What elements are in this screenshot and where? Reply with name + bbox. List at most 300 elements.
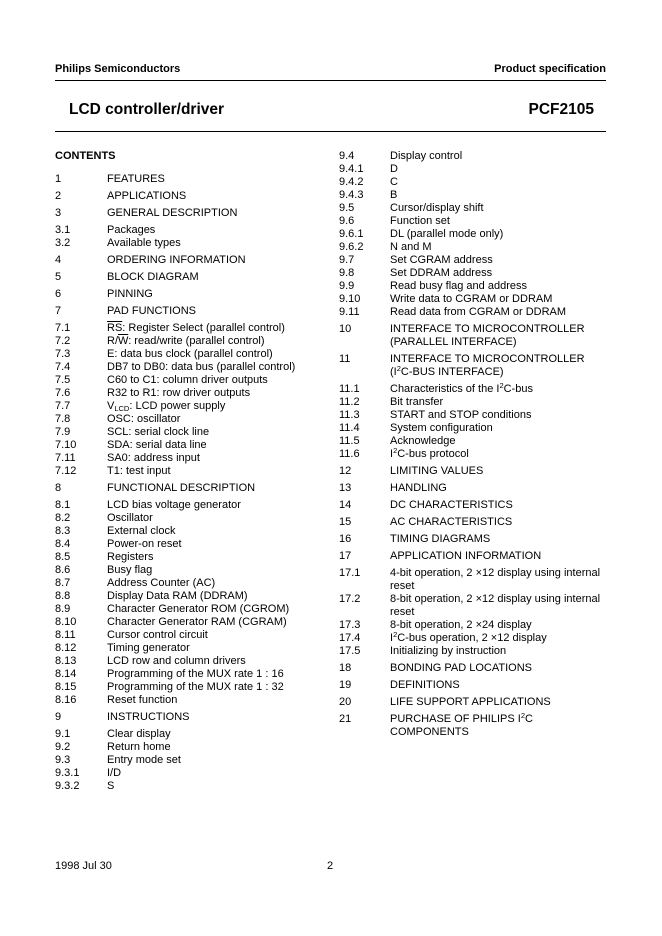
toc-entry-title bbox=[390, 550, 606, 563]
toc-text-part: START and STOP conditions bbox=[390, 409, 532, 421]
toc-text-part: APPLICATION INFORMATION bbox=[390, 550, 542, 562]
toc-entry-number: 8.10 bbox=[55, 616, 77, 628]
toc-entry bbox=[339, 409, 606, 422]
toc-entry-number: 8.9 bbox=[55, 603, 71, 615]
toc-entry-number: 8.7 bbox=[55, 577, 71, 589]
toc-entry bbox=[55, 551, 320, 564]
toc-text-part: AC CHARACTERISTICS bbox=[390, 516, 513, 528]
toc-text-part: C-BUS INTERFACE) bbox=[400, 366, 504, 378]
toc-text-overline: $\overline{W}$ bbox=[118, 335, 129, 347]
toc-entry-number: 11.6 bbox=[339, 448, 360, 460]
toc-entry bbox=[55, 348, 320, 361]
toc-entry-title bbox=[107, 288, 320, 301]
toc-entry-title bbox=[390, 150, 606, 163]
toc-entry-title bbox=[107, 374, 320, 387]
toc-entry-title bbox=[390, 567, 606, 593]
toc-text-part: S bbox=[107, 780, 115, 792]
toc-entry-title bbox=[390, 189, 606, 202]
toc-entry bbox=[339, 662, 606, 675]
toc-entry-title bbox=[390, 280, 606, 293]
toc-entry bbox=[339, 632, 606, 645]
toc-entry-title bbox=[107, 512, 320, 525]
toc-entry-number: 2 bbox=[55, 190, 62, 202]
toc-entry-number: 8.12 bbox=[55, 642, 77, 654]
toc-text-part: Oscillator bbox=[107, 512, 153, 524]
toc-text-part: R/ bbox=[107, 335, 118, 347]
toc-entry-number: 9.6.2 bbox=[339, 241, 364, 253]
toc-entry bbox=[55, 538, 320, 551]
toc-text-part: External clock bbox=[107, 525, 176, 537]
toc-text-part: ORDERING INFORMATION bbox=[107, 254, 246, 266]
toc-text-part: C-bus protocol bbox=[397, 448, 469, 460]
toc-text-overline: $\overline{RS}$ bbox=[107, 322, 123, 334]
toc-entry-number: 8.14 bbox=[55, 668, 77, 680]
toc-text-part: LCD row and column drivers bbox=[107, 655, 246, 667]
toc-text-part: INSTRUCTIONS bbox=[107, 711, 190, 723]
toc-text-part: Set DDRAM address bbox=[390, 267, 493, 279]
toc-entry-number: 6 bbox=[55, 288, 62, 300]
toc-entry-title bbox=[107, 616, 320, 629]
toc-entry bbox=[55, 207, 320, 220]
toc-text-part: FEATURES bbox=[107, 173, 165, 185]
toc-entry-title bbox=[390, 396, 606, 409]
toc-text-part: R32 to R1: row driver outputs bbox=[107, 387, 251, 399]
toc-text-part: Registers bbox=[107, 551, 154, 563]
toc-entry bbox=[55, 767, 320, 780]
toc-entry-title bbox=[390, 533, 606, 546]
toc-text-part: SCL: serial clock line bbox=[107, 426, 210, 438]
toc-text-part: (PARALLEL INTERFACE) bbox=[390, 336, 517, 348]
toc-entry bbox=[339, 254, 606, 267]
toc-entry-title bbox=[390, 645, 606, 658]
toc-entry bbox=[339, 176, 606, 189]
toc-text-part: Return home bbox=[107, 741, 171, 753]
toc-text-part: Available types bbox=[107, 237, 181, 249]
toc-entry bbox=[55, 288, 320, 301]
toc-entry-number: 12 bbox=[339, 465, 352, 477]
toc-entry-title bbox=[107, 361, 320, 374]
toc-entry bbox=[55, 741, 320, 754]
toc-entry-number: 11.3 bbox=[339, 409, 360, 421]
toc-text-part: Write data to CGRAM or DDRAM bbox=[390, 293, 553, 305]
toc-text-superscript: 2 bbox=[499, 381, 504, 390]
toc-entry-number: 8.1 bbox=[55, 499, 71, 511]
toc-entry bbox=[339, 696, 606, 709]
toc-entry-title bbox=[107, 711, 320, 724]
toc-entry-number: 4 bbox=[55, 254, 62, 266]
toc-entry-number: 8.6 bbox=[55, 564, 71, 576]
toc-text-part: LCD bias voltage generator bbox=[107, 499, 241, 511]
toc-entry-number: 8 bbox=[55, 482, 62, 494]
toc-entry-number: 3.1 bbox=[55, 224, 71, 236]
toc-entry-number: 7.6 bbox=[55, 387, 71, 399]
toc-entry-number: 15 bbox=[339, 516, 352, 528]
toc-entry-number: 17.4 bbox=[339, 632, 361, 644]
toc-text-part: (I bbox=[390, 366, 397, 378]
toc-entry-number: 5 bbox=[55, 271, 62, 283]
toc-text-part: Read data from CGRAM or DDRAM bbox=[390, 306, 567, 318]
company-name: Philips Semiconductors bbox=[55, 63, 181, 75]
toc-entry-number: 3.2 bbox=[55, 237, 71, 249]
toc-entry-title bbox=[107, 728, 320, 741]
toc-text-part: PINNING bbox=[107, 288, 153, 300]
toc-entry-title bbox=[390, 306, 606, 319]
part-number: PCF2105 bbox=[528, 101, 594, 118]
toc-text-part: Read busy flag and address bbox=[390, 280, 527, 292]
toc-entry bbox=[55, 387, 320, 400]
toc-entry-title bbox=[390, 254, 606, 267]
toc-entry-title bbox=[107, 741, 320, 754]
toc-entry-number: 17.5 bbox=[339, 645, 361, 657]
toc-entry-title bbox=[390, 713, 606, 739]
toc-entry bbox=[55, 173, 320, 186]
toc-entry bbox=[55, 400, 320, 413]
toc-text-part: APPLICATIONS bbox=[107, 190, 187, 202]
toc-entry-title bbox=[107, 590, 320, 603]
toc-entry-title bbox=[390, 435, 606, 448]
toc-entry-title bbox=[107, 207, 320, 220]
toc-entry bbox=[55, 577, 320, 590]
toc-entry-title bbox=[107, 629, 320, 642]
toc-text-part: Bit transfer bbox=[390, 396, 444, 408]
toc-entry-title bbox=[107, 655, 320, 668]
toc-text-part: I/D bbox=[107, 767, 122, 779]
toc-text-part: Initializing by instruction bbox=[390, 645, 507, 657]
toc-entry-number: 9.1 bbox=[55, 728, 71, 740]
toc-text-part: Display Data RAM (DDRAM) bbox=[107, 590, 248, 602]
toc-text-part: Set CGRAM address bbox=[390, 254, 493, 266]
toc-entry-title bbox=[390, 228, 606, 241]
toc-entry-title bbox=[390, 465, 606, 478]
toc-entry-title bbox=[107, 482, 320, 495]
toc-text-part: 4-bit operation, 2 ×12 display using internal bbox=[390, 567, 601, 579]
toc-text-part: I bbox=[390, 448, 394, 460]
toc-entry-title bbox=[390, 176, 606, 189]
toc-entry-number: 9.8 bbox=[339, 267, 355, 279]
toc-entry-title bbox=[390, 662, 606, 675]
toc-text-part: N and M bbox=[390, 241, 432, 253]
toc-text-part: INTERFACE TO MICROCONTROLLER bbox=[390, 323, 585, 335]
toc-entry-title bbox=[390, 422, 606, 435]
toc-entry-number: 11.4 bbox=[339, 422, 360, 434]
toc-text-part: C-bus operation, 2 ×12 display bbox=[397, 632, 547, 644]
toc-entry bbox=[55, 590, 320, 603]
toc-text-part: Reset function bbox=[107, 694, 178, 706]
toc-entry bbox=[339, 150, 606, 163]
toc-entry-title bbox=[390, 293, 606, 306]
toc-entry bbox=[55, 322, 320, 335]
toc-text-part: reset bbox=[390, 580, 415, 592]
toc-entry-title bbox=[390, 241, 606, 254]
toc-entry-title bbox=[107, 254, 320, 267]
toc-entry-title bbox=[390, 632, 606, 645]
toc-entry-number: 13 bbox=[339, 482, 352, 494]
toc-text-part: PAD FUNCTIONS bbox=[107, 305, 197, 317]
toc-entry bbox=[339, 567, 606, 593]
toc-right-column bbox=[339, 150, 606, 739]
toc-entry bbox=[55, 426, 320, 439]
toc-entry bbox=[339, 679, 606, 692]
toc-text-superscript: 2 bbox=[393, 630, 398, 639]
toc-text-part: C60 to C1: column driver outputs bbox=[107, 374, 268, 386]
toc-entry-title bbox=[107, 426, 320, 439]
toc-entry bbox=[339, 482, 606, 495]
toc-entry-title bbox=[390, 482, 606, 495]
toc-entry bbox=[55, 413, 320, 426]
toc-entry bbox=[339, 280, 606, 293]
toc-entry bbox=[339, 323, 606, 349]
toc-entry bbox=[339, 383, 606, 396]
toc-entry-number: 9.3.2 bbox=[55, 780, 80, 792]
toc-entry-title bbox=[107, 499, 320, 512]
toc-text-part: Power-on reset bbox=[107, 538, 182, 550]
toc-entry bbox=[339, 619, 606, 632]
toc-entry-title bbox=[107, 224, 320, 237]
toc-text-part: B bbox=[390, 189, 398, 201]
toc-text-part: System configuration bbox=[390, 422, 493, 434]
toc-text-part: I bbox=[390, 632, 394, 644]
toc-entry-number: 8.16 bbox=[55, 694, 77, 706]
toc-entry bbox=[339, 533, 606, 546]
toc-text-part: DC CHARACTERISTICS bbox=[390, 499, 513, 511]
toc-entry bbox=[339, 550, 606, 563]
toc-entry-title bbox=[390, 202, 606, 215]
toc-text-part: Cursor control circuit bbox=[107, 629, 208, 641]
toc-entry bbox=[339, 189, 606, 202]
toc-entry-title bbox=[107, 348, 320, 361]
toc-entry-title bbox=[390, 267, 606, 280]
toc-entry-title bbox=[107, 237, 320, 250]
toc-entry-title bbox=[107, 538, 320, 551]
contents-heading: CONTENTS bbox=[55, 150, 116, 162]
toc-entry-number: 9 bbox=[55, 711, 62, 723]
toc-text-part: V bbox=[107, 400, 115, 412]
toc-entry-title bbox=[390, 448, 606, 461]
toc-entry-title bbox=[390, 516, 606, 529]
footer-date: 1998 Jul 30 bbox=[55, 860, 112, 872]
toc-entry-number: 7.9 bbox=[55, 426, 71, 438]
toc-entry bbox=[55, 237, 320, 250]
toc-entry-title bbox=[107, 322, 320, 335]
toc-entry bbox=[55, 668, 320, 681]
toc-text-part: LIFE SUPPORT APPLICATIONS bbox=[390, 696, 551, 708]
toc-text-part: DEFINITIONS bbox=[390, 679, 460, 691]
toc-entry bbox=[55, 499, 320, 512]
toc-entry-number: 9.3.1 bbox=[55, 767, 80, 779]
toc-entry bbox=[339, 645, 606, 658]
toc-entry-number: 9.5 bbox=[339, 202, 355, 214]
toc-entry-number: 11.2 bbox=[339, 396, 360, 408]
toc-text-part: OSC: oscillator bbox=[107, 413, 181, 425]
toc-entry-number: 9.9 bbox=[339, 280, 355, 292]
toc-entry-number: 11.1 bbox=[339, 383, 360, 395]
toc-text-part: 8-bit operation, 2 ×24 display bbox=[390, 619, 532, 631]
toc-entry bbox=[55, 603, 320, 616]
toc-entry bbox=[55, 439, 320, 452]
toc-entry-number: 20 bbox=[339, 696, 352, 708]
toc-entry-number: 21 bbox=[339, 713, 352, 725]
toc-entry-title bbox=[107, 577, 320, 590]
toc-text-part: E: data bus clock (parallel control) bbox=[107, 348, 273, 360]
toc-entry bbox=[55, 681, 320, 694]
toc-text-part: BONDING PAD LOCATIONS bbox=[390, 662, 533, 674]
toc-entry-title bbox=[107, 767, 320, 780]
toc-entry bbox=[55, 190, 320, 203]
toc-entry bbox=[55, 482, 320, 495]
toc-entry bbox=[55, 642, 320, 655]
toc-entry-number: 7.11 bbox=[55, 452, 76, 464]
toc-entry-title bbox=[107, 694, 320, 707]
toc-entry-number: 17.2 bbox=[339, 593, 361, 605]
toc-entry-title bbox=[107, 452, 320, 465]
toc-entry-title bbox=[107, 754, 320, 767]
toc-entry-title bbox=[390, 215, 606, 228]
toc-text-superscript: 2 bbox=[520, 711, 525, 720]
toc-text-part: Programming of the MUX rate 1 : 16 bbox=[107, 668, 284, 680]
toc-entry-title bbox=[107, 603, 320, 616]
toc-text-part: FUNCTIONAL DESCRIPTION bbox=[107, 482, 256, 494]
toc-entry-title bbox=[107, 681, 320, 694]
toc-text-part: C-bus bbox=[503, 383, 533, 395]
toc-entry bbox=[55, 335, 320, 348]
toc-entry-title bbox=[390, 409, 606, 422]
toc-entry bbox=[55, 224, 320, 237]
toc-entry-number: 7.3 bbox=[55, 348, 71, 360]
header-rule-bottom bbox=[55, 131, 606, 132]
toc-entry-number: 7.12 bbox=[55, 465, 77, 477]
toc-entry-number: 11.5 bbox=[339, 435, 360, 447]
toc-entry bbox=[55, 361, 320, 374]
toc-entry bbox=[55, 525, 320, 538]
toc-entry-title bbox=[390, 679, 606, 692]
toc-entry-number: 7.2 bbox=[55, 335, 71, 347]
toc-entry bbox=[339, 396, 606, 409]
toc-entry-title bbox=[390, 383, 606, 396]
header-rule-top bbox=[55, 80, 606, 81]
toc-text-part: C bbox=[390, 176, 398, 188]
toc-entry-title bbox=[107, 465, 320, 478]
toc-entry-number: 8.15 bbox=[55, 681, 77, 693]
toc-text-part: reset bbox=[390, 606, 415, 618]
toc-text-part: C COMPONENTS bbox=[390, 713, 533, 738]
toc-entry-title bbox=[390, 499, 606, 512]
toc-text-part: Character Generator ROM (CGROM) bbox=[107, 603, 290, 615]
toc-entry-number: 9.3 bbox=[55, 754, 71, 766]
toc-text-part: T1: test input bbox=[107, 465, 171, 477]
toc-text-part: INTERFACE TO MICROCONTROLLER bbox=[390, 353, 585, 365]
toc-entry-title bbox=[107, 439, 320, 452]
toc-entry bbox=[55, 616, 320, 629]
toc-entry-number: 16 bbox=[339, 533, 352, 545]
toc-entry bbox=[55, 655, 320, 668]
toc-text-part: HANDLING bbox=[390, 482, 447, 494]
toc-entry-title bbox=[390, 163, 606, 176]
toc-entry bbox=[55, 305, 320, 318]
toc-entry-title bbox=[107, 173, 320, 186]
toc-entry-title bbox=[390, 323, 606, 349]
toc-entry-number: 8.4 bbox=[55, 538, 71, 550]
toc-entry-title bbox=[107, 400, 320, 413]
toc-entry-number: 19 bbox=[339, 679, 352, 691]
toc-entry-number: 8.3 bbox=[55, 525, 71, 537]
toc-entry-number: 8.2 bbox=[55, 512, 71, 524]
toc-entry bbox=[339, 422, 606, 435]
toc-entry bbox=[55, 694, 320, 707]
toc-text-part: : read/write (parallel control) bbox=[128, 335, 265, 347]
toc-entry-number: 7.5 bbox=[55, 374, 71, 386]
toc-text-part: DB7 to DB0: data bus (parallel control) bbox=[107, 361, 296, 373]
toc-entry-title bbox=[107, 642, 320, 655]
toc-text-subscript: LCD bbox=[114, 404, 130, 413]
toc-entry-title bbox=[390, 353, 606, 379]
toc-entry-title bbox=[107, 413, 320, 426]
toc-entry-number: 9.2 bbox=[55, 741, 71, 753]
toc-entry bbox=[339, 215, 606, 228]
toc-entry-number: 10 bbox=[339, 323, 352, 335]
toc-text-part: DL (parallel mode only) bbox=[390, 228, 504, 240]
toc-entry bbox=[55, 271, 320, 284]
toc-text-part: Cursor/display shift bbox=[390, 202, 484, 214]
toc-text-part: Characteristics of the I bbox=[390, 383, 500, 395]
toc-entry-title bbox=[107, 551, 320, 564]
toc-entry bbox=[339, 593, 606, 619]
toc-text-part: PURCHASE OF PHILIPS I bbox=[390, 713, 521, 725]
toc-entry bbox=[55, 780, 320, 793]
toc-text-part: Timing generator bbox=[107, 642, 190, 654]
toc-text-part: TIMING DIAGRAMS bbox=[390, 533, 491, 545]
toc-entry bbox=[339, 353, 606, 379]
toc-entry-title bbox=[107, 271, 320, 284]
toc-entry bbox=[55, 254, 320, 267]
toc-entry-title bbox=[107, 335, 320, 348]
toc-text-part: 8-bit operation, 2 ×12 display using internal bbox=[390, 593, 601, 605]
toc-text-part: Entry mode set bbox=[107, 754, 181, 766]
toc-entry-title bbox=[107, 190, 320, 203]
toc-text-part: LIMITING VALUES bbox=[390, 465, 484, 477]
toc-entry-title bbox=[107, 668, 320, 681]
toc-text-part: Packages bbox=[107, 224, 156, 236]
toc-entry bbox=[339, 516, 606, 529]
toc-entry-number: 9.6 bbox=[339, 215, 355, 227]
toc-left-column bbox=[55, 173, 320, 793]
toc-text-part: Function set bbox=[390, 215, 450, 227]
toc-entry bbox=[55, 465, 320, 478]
toc-entry-number: 9.7 bbox=[339, 254, 355, 266]
toc-entry bbox=[55, 711, 320, 724]
toc-entry-number: 7 bbox=[55, 305, 62, 317]
toc-entry-number: 18 bbox=[339, 662, 352, 674]
toc-entry bbox=[339, 499, 606, 512]
toc-entry bbox=[339, 163, 606, 176]
toc-entry-title bbox=[390, 619, 606, 632]
toc-entry bbox=[55, 629, 320, 642]
toc-entry-number: 17 bbox=[339, 550, 352, 562]
toc-entry bbox=[339, 293, 606, 306]
toc-entry-number: 7.1 bbox=[55, 322, 71, 334]
toc-text-part: BLOCK DIAGRAM bbox=[107, 271, 199, 283]
toc-entry-title bbox=[107, 305, 320, 318]
toc-entry-number: 9.4.3 bbox=[339, 189, 364, 201]
toc-entry bbox=[339, 465, 606, 478]
toc-entry-number: 7.7 bbox=[55, 400, 71, 412]
toc-text-part: Address Counter (AC) bbox=[107, 577, 216, 589]
toc-text-part: : Register Select (parallel control) bbox=[122, 322, 285, 334]
toc-entry bbox=[339, 267, 606, 280]
toc-entry-number: 8.5 bbox=[55, 551, 71, 563]
toc-entry-title bbox=[107, 387, 320, 400]
toc-entry bbox=[339, 228, 606, 241]
toc-entry bbox=[55, 564, 320, 577]
